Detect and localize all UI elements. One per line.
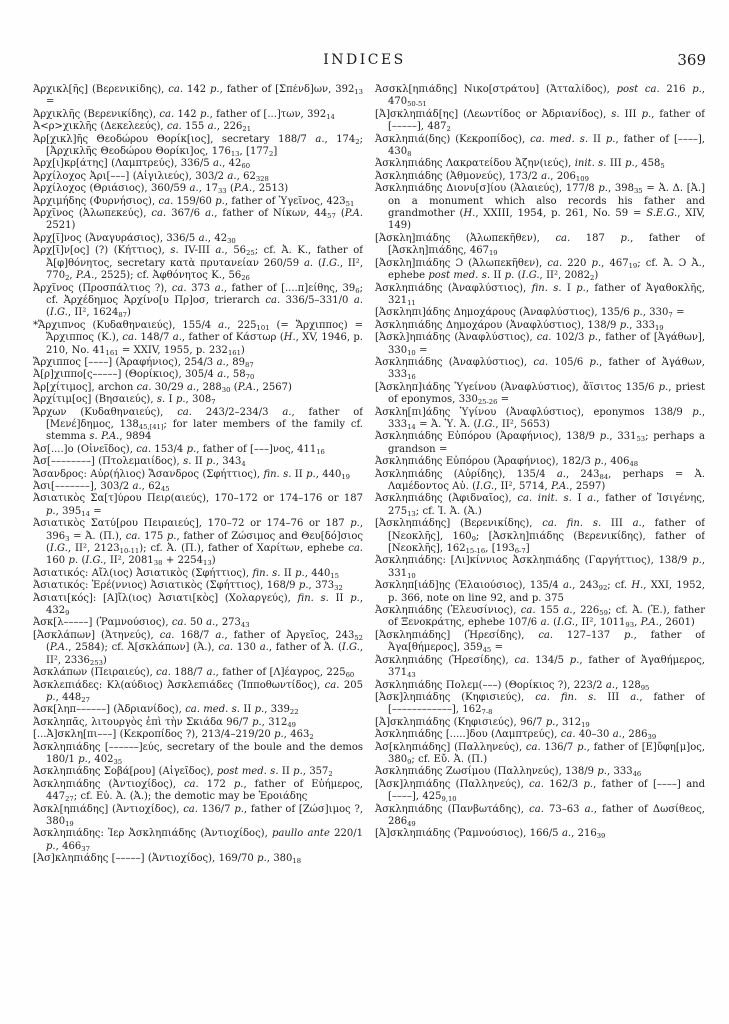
index-column-left [33, 84, 363, 1019]
index-entry: [Ἀσκλη]πιάδης Ɔ (Ἀλωπεκῆθεν), ca. 220 p., $467_{19}$; cf. Ἀ. Ɔ Ἀ., ephebe post med. s. II p. (I.G., II², $2082_2$) [375, 257, 705, 283]
index-entry: Ἀσκληπιάδης Δημοχάρου (Ἀναφλύστιος), 138/9 p., $333_{19}$ [375, 319, 664, 332]
index-entry: Ἀσσκλ[ηπιάδης] Νικο[στράτου] (Ἀτταλίδος), post ca. 216 p., $470_{50-51}$ [375, 84, 705, 109]
running-header-title: INDICES [323, 52, 406, 68]
index-entry: Ἀρχῖνος (Ἀλωπεκεύς), ca. 367/6 a., father of Νίκων, $44_{57}$ (P.A. 2521) [33, 208, 363, 232]
index-entry: Ἄρχιππος [––––] (Ἀραφήνιος), 254/3 a., $89_{87}$ [33, 356, 254, 369]
index-entry: Ἀσιατικός: Αἴλ(ιος) Ἀσιατικὸς (Σφήττιος), fin. s. II p., $440_{15}$ [33, 567, 340, 580]
index-entry: Ἀσκληπιάδης Πολεμ(–––) (Θορίκιος ?), 223/2 a., $128_{95}$ [375, 679, 650, 692]
index-entry: Ἀσκληπιάδης Εὐπόρου (Ἀραφήνιος), 138/9 p., $331_{53}$; perhaps a grandson = [375, 431, 705, 455]
index-entry: Ἀρ[χικλ]ῆς Θεοδώρου Θορίκ[ιος], secretary 188/7 a., $174_2$; [Ἀρχικλῆς Θεοδώρου Θορίκι]ος, $176_{13}$, $[177_2]$ [33, 133, 363, 159]
index-entry: *Ἄρχιπνος (Κυδαθηναιεύς), 155/4 a., $225_{101}$ (= Ἄρχιππος) = Ἄρχιππος (Κ.), ca. 148/7 a., father of Κάστωρ (H., XV, 1946, p. 210, No. $41_{161}$ = XXIV, 1955, p. $232_{161}$) [33, 319, 363, 357]
index-entry: Ἀσιατικὸς Σα[τ]ύρου Πειρ(αιεύς), 170–172 or 174–176 or 187 p., $395_{14}$ = [33, 493, 363, 518]
index-entry: Ἀρχικλ[ῆς] (Βερενικίδης), ca. 142 p., father of [Σπένδ]ων, $392_{13}$ = [33, 84, 363, 108]
index-entry: Ἀ<ρ>χικλῆς (Δεκελεεύς), ca. 155 a., $226_{21}$ [33, 121, 252, 134]
index-entry: Ἀσκληπιάδης (Ἀναφλύστιος), fin. s. I p., father of Ἀγαθοκλῆς, $321_{11}$ [375, 282, 705, 307]
index-entry: Ἀσκληπιάδης [––––––]εύς, secretary of the boule and the demos 180/1 p., $402_{35}$ [33, 741, 363, 766]
index-entry: Ἀσκληπ[ιάδ]ης (Ἐλαιούσιος), 135/4 a., $243_{92}$; cf. H., XXI, 1952, p. 366, note on line 92, and p. 375 [375, 580, 705, 604]
index-entry: [Ἀσκ]ληπιάδης (Κηφισιεύς), ca. fin. s. III a., father of [––––––––––––], $162_{7-8}$ [375, 691, 705, 717]
index-entry: [Ἀσκληπ]ιάδης Ὑγείνου (Ἀναφλύστιος), ἄϊσιτος 135/6 p., priest of eponymos, $330_{25-26}$ = [375, 381, 705, 407]
index-entry: Ἀρχίτιμ[ος] (Βησαιεύς), s. I p., $308_7$ [33, 394, 216, 407]
index-entry: Ἀρχ[ῖ]νος (Ἀναγυράσιος), 336/5 a., $42_{30}$ [33, 232, 236, 245]
index-entry: Ἀσ[κληπιάδης] (Παλληνεύς), ca. 136/7 p., father of [Ε]ὔφη[μ]ος, $380_9$; cf. Εὔ. Ἀ. (Π.) [375, 741, 705, 766]
index-entry: Ἀρχικλῆς (Βερενικίδης), ca. 142 p., father of [...]των, $392_{14}$ [33, 108, 335, 121]
index-entry: Ἀσκληπιάδης (Ἡρεσίδης), ca. 134/5 p., father of Ἀγαθήμερος, $371_{43}$ [375, 654, 705, 680]
index-entry: Ἀσκληπιάδης (Ἀναφλύστιος), ca. 105/6 p., father of Ἀγάθων, $333_{16}$ [375, 356, 705, 382]
index-entry: Ἀσκληπιάδης (Ἀθμονεύς), 173/2 a., $206_{109}$ [375, 170, 589, 183]
index-entry: Ἀσκληπιάδης (Ἐλευσίνιος), ca. 155 a., $226_{59}$; cf. Ἀ. (Ἐ.), father of Ξενοκράτης, ephebe 107/6 a. (I.G., II², $1011_{93}$, P.A., 2601) [375, 605, 705, 630]
index-entry: Ἀσκληπιάδης: [Λι]κίννιος Ἀσκληπιάδης (Γαργήττιος), 138/9 p., $331_{10}$ [375, 555, 705, 580]
index-entry: Ἀσκληπιά(δης) (Κεκροπίδος), ca. med. s. II p., father of [––––], $430_8$ [375, 133, 705, 159]
index-entry: [Ἀσ]κληπιάδης [–––––] (Ἀντιοχίδος), 169/70 p., $380_{18}$ [33, 853, 302, 866]
index-column-right [375, 84, 705, 1019]
index-entry: Ἄρχων (Κυδαθηναιεύς), ca. 243/2–234/3 a., father of [Μενέ]δημος, $138_{45,[41]}$; for later members of the family cf. stemma s. P.A., 9894 [33, 406, 363, 443]
index-entry: Ἀ[ρ]χιππο[ς–––––] (Θορίκιος), 305/4 a., $58_{70}$ [33, 369, 255, 382]
index-entry: Ἀσκληπιάδης (Πανβωτάδης), ca. 73–63 a., father of Δωσίθεος, $286_{49}$ [375, 803, 705, 828]
index-entry: Ἀσκληπιάδης Ζωσίμου (Παλληνεύς), 138/9 p., $333_{46}$ [375, 766, 642, 779]
index-entry: Ἄσανδρος: Αὐρ(ήλιος) Ἄσανδρος (Σφήττιος), fin. s. II p., $440_{19}$ [33, 468, 350, 481]
index-entry: [Ἀσκληπιάδης] (Ἡρεσίδης), ca. 127–137 p., father of Ἀγα[θήμερος], $359_{45}$ = [375, 629, 705, 655]
index-entry: Ἀσκ[λ–––––] (Ῥαμνούσιος), ca. 50 a., $273_{43}$ [33, 617, 250, 630]
index-entry: Ἀρχιμήδης (Φυρνήσιος), ca. 159/60 p., father of Ὑγεῖνος, $423_{51}$ [33, 195, 355, 208]
index-columns [33, 84, 705, 1019]
index-entry: Ἀσκληπιάδης Διονυ[σ]ίου (Ἀλαιεύς), 177/8 p., $398_{35}$ = Ἀ. Δ. [Ἀ.] on a monument which also records his father and grandmother (H., XXIII, 1954, p. 261, No. 59 = S.E.G., XIV, 149) [375, 183, 705, 232]
index-entry: Ἀρχίλοχος (Θριάσιος), 360/59 a., $17_{33}$ (P.A., 2513) [33, 183, 289, 196]
index-entry: Ἀρχῖνος (Προσπάλτιος ?), ca. 373 a., father of [....π]είθης, $39_6$; cf. Ἀρχέδημος Ἀρχίνο[υ Πρ]οσ, trierarch ca. 336/5–331/0 a. (I.G., II², $1624_{87}$) [33, 282, 363, 320]
index-entry: Ἀσκληπιάδης [.....]δου (Λαμπτρεύς), ca. 40–30 a., $286_{39}$ [375, 729, 657, 742]
index-entry: Ἀσκληπιάδης (Ἀφιδναῖος), ca. init. s. I a., father of Ἰσιγένης, $275_{13}$; cf. Ἰ. Ἀ. (Ἀ.) [375, 493, 705, 518]
index-entry: Ἀσκληπιάδης Εὐπόρου (Ἀραφήνιος), 182/3 p., $406_{48}$ [375, 456, 639, 469]
index-entry: Ἀσ[....]ο (Οἰνεῖδος), ca. 153/4 p., father of [–––]νος, $411_{16}$ [33, 443, 325, 456]
index-entry: [Ἀσκληπι]άδης Δημοχάρους (Ἀναφλύστιος), 135/6 p., $330_7$ = [375, 307, 685, 320]
index-entry: [Ἀσκ]ληπιάδης (Παλληνεύς), ca. 162/3 p., father of [––––] and [––––], $425_{9,10}$ [375, 778, 705, 804]
index-entry: Ἀσκληπιάδης (Ἀντιοχίδος), ca. 172 p., father of Εὐήμερος, $447_{27}$; cf. Εὐ. Ἀ. (Ἀ.); the demotic may be Ἐροιάδης [33, 778, 363, 804]
index-entry: [Ἀ]σκληπιάδ[ης] (Λεωντίδος or Ἀδριανίδος), s. III p., father of [–––––], $487_2$ [375, 108, 705, 134]
index-entry: [Ἀσκλάπων] (Ἀτηνεύς), ca. 168/7 a., father of Ἀργεῖος, $243_{52}$ (P.A., 2584); cf. Ἀ[σκλάπων] (Ἀ.), ca. 130 a., father of Ἀ. (I.G., II², $2336_{253}$) [33, 629, 363, 667]
index-entry: [Ἀσκληπιάδης] (Βερενικίδης), ca. fin. s. III a., father of [Νεοκλῆς], $160_9$; [Ἀσκλη]πιάδης (Βερενικίδης), father of [Νεοκλῆς], $162_{15-16}$, $[193_{6-7}]$ [375, 518, 705, 556]
index-entry: Ἀσιατι[κός]: [Α]ἴλ(ιος) Ἀσιατι[κὸς] (Χολαργεύς), fin. s. II p., $432_9$ [33, 592, 363, 618]
index-entry: Ἀσι[–––––––], 303/2 a., $62_{45}$ [33, 481, 170, 493]
index-entry: Ἀσ[––––––––] (Πτολεμαιίδος), s. II p., $343_4$ [33, 456, 246, 469]
index-entry: [Ἀσκλ]ηπιάδης (Ἀναφλύστιος), ca. 102/3 p., father of [Ἀγάθων], $330_{10}$ = [375, 332, 705, 357]
index-entry: Ἀσιατικός: Ἐρέ(ννιος) Ἀσιατικὸς (Σφήττιος), 168/9 p., $373_{32}$ [33, 580, 343, 593]
index-entry: Ἀσκ[ληπ––––––] (Ἀδριανίδος), ca. med. s. II p., $339_{22}$ [33, 704, 299, 717]
index-entry: Ἀρ[χίτιμος], archon ca. 30/29 a., $288_{30}$ (P.A., 2567) [33, 381, 292, 394]
index-entry: Ἀσκληπιάδης: Ἱερ Ἀσκληπιάδης (Ἀντιοχίδος), paullo ante 220/1 p., $466_{37}$ [33, 828, 363, 853]
index-entry: Ἀρχ[ῖ]ν[ος] (?) (Κήττιος), s. IV-III a., $56_{25}$; cf. Ἀ. Κ., father of Ἀ[φ]θόνητος, secretary κατὰ πρυτανείαν 260/59 a. (I.G., II², $770_2$, P.A., 2525); cf. Ἀφθόνητος Κ., $56_{26}$ [33, 245, 363, 283]
index-entry: Ἀσκλη[πι]άδης Ὑγίνου (Ἀναφλύστιος), eponymos 138/9 p., $333_{14}$ = Ἀ. Ὑ. Ἀ. (I.G., II², 5653) [375, 406, 705, 431]
index-entry: Ἀσκληπιάδης Σοβά[ρου] (Αἰγεῖδος), post med. s. II p., $357_2$ [33, 766, 333, 779]
index-entry: Ἀσκληπιάδης (Αὐρίδης), 135/4 a., $243_{84}$, perhaps = Ἀ. Λαμέδοντος Αὐ. (I.G., II², 5714, P.A., 2597) [375, 468, 705, 492]
index-entry: Ἀσκλ[ηπιάδης] (Ἀντιοχίδος), ca. 136/7 p., father of [Ζώσ]ιμος ?, $380_{19}$ [33, 803, 363, 828]
index-entry: Ἀσκλεπιάδες: Κλ(αύδιος) Ἀσκλεπιάδες (Ἱπποθωντίδος), ca. 205 p., $448_{27}$ [33, 679, 363, 704]
index-entry: [Ἀσκλη]πιάδης (Ἀλωπεκῆθεν), ca. 187 p., father of [Ἀσκλη]πιάδης, $467_{19}$ [375, 232, 705, 258]
index-entry: [Ἀ]σκληπιάδης (Κηφισιεύς), 96/7 p., $312_{19}$ [375, 716, 590, 729]
index-entry: Ἀρχίλοχος Ἀρι[–––] (Αἰγιλιεύς), 303/2 a., $62_{328}$ [33, 170, 269, 183]
page-number: 369 [677, 51, 706, 69]
index-entry: Ἀσιατικὸς Σατύ[ρου Πειραιεύς], 170–72 or 174–76 or 187 p., $396_3$ = Ἀ. (Π.), ca. 175 p., father of Ζώσιμος and Θευ[δό]σιος (I.G., II², $2123_{10-11}$); cf. Ἀ. (Π.), father of Χαρίτων, ephebe ca. 160 p. (I.G., II², $2081_{38} + 2254_{13}$) [33, 518, 363, 568]
index-entry: [Ἀ]σκληπιάδης (Ῥαμνούσιος), 166/5 a., $216_{39}$ [375, 828, 606, 841]
index-entry: [...Ἀ]σκλη[πι–––] (Κεκροπίδος ?), 213/4–219/20 p., $463_2$ [33, 729, 314, 742]
index-entry: Ἀσκληπιάδης Λακρατείδου Ἀζην(ιεύς), init. s. III p., $458_5$ [375, 158, 665, 171]
index-entry: Ἀσκληπᾶς, λιτουργὸς ἐπὶ τὴν Σκιάδα 96/7 p., $312_{49}$ [33, 716, 296, 729]
index-entry: Ἀσκλάπων (Πειραιεύς), ca. 188/7 a., father of [Λ]έαγρος, $225_{60}$ [33, 667, 355, 680]
index-entry: Ἀρχ[ι]κρ[άτης] (Λαμπτρεύς), 336/5 a., $42_{60}$ [33, 158, 251, 171]
